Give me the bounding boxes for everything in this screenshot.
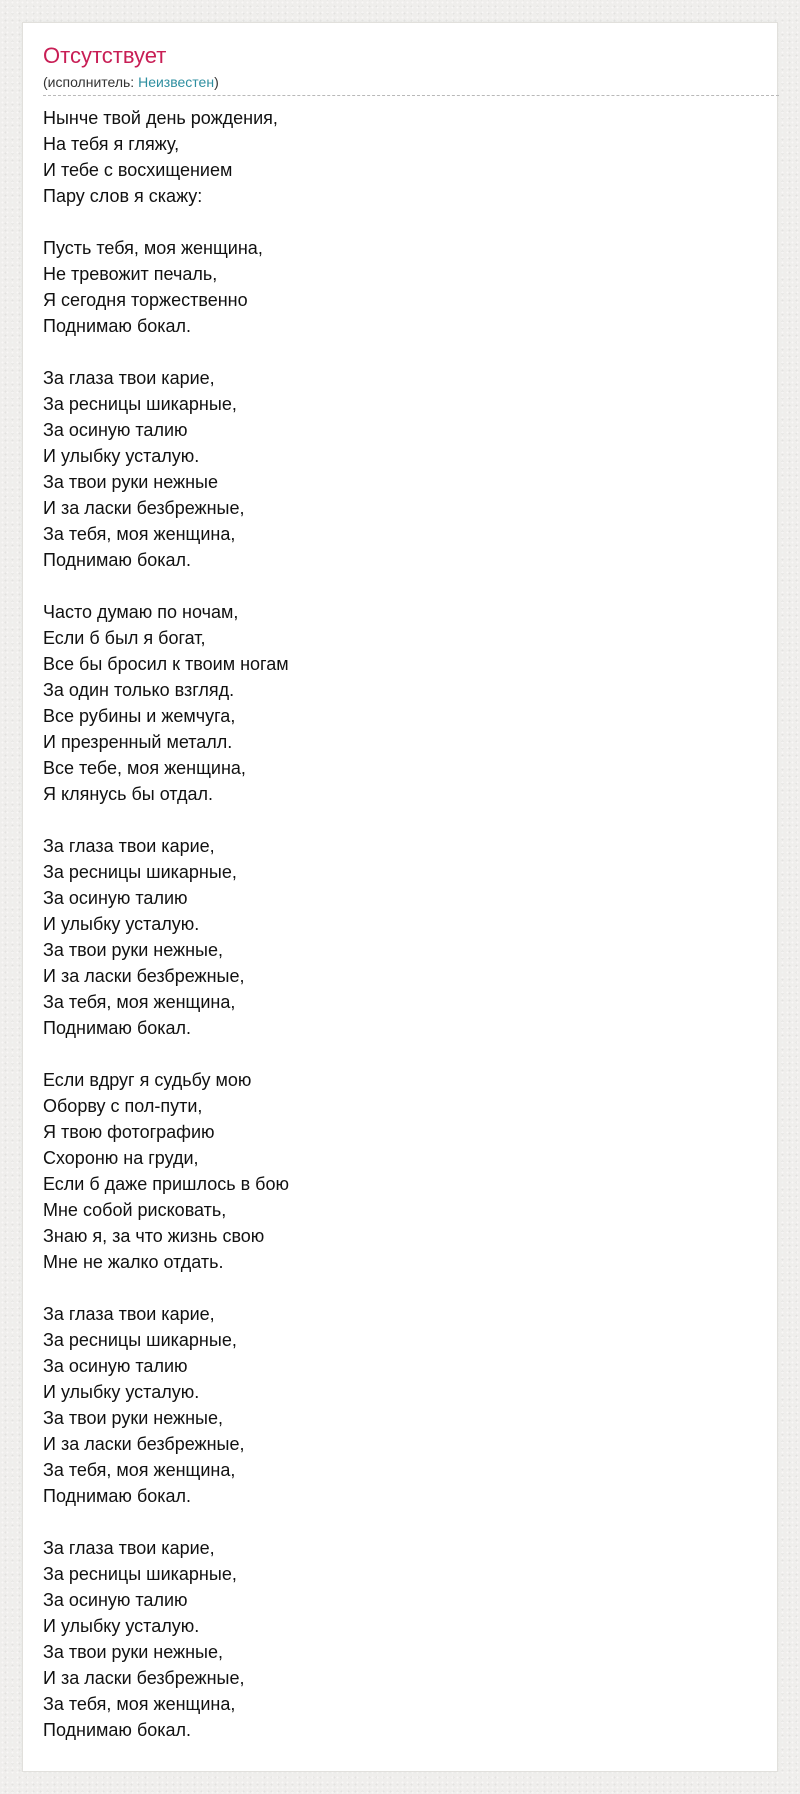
artist-suffix: ) bbox=[214, 74, 219, 90]
lyric-line: За осиную талию bbox=[43, 420, 188, 440]
lyric-line: За осиную талию bbox=[43, 1590, 188, 1610]
lyric-line: Схороню на груди, bbox=[43, 1148, 199, 1168]
lyric-line: И улыбку усталую. bbox=[43, 1382, 200, 1402]
lyric-line: За тебя, моя женщина, bbox=[43, 1694, 236, 1714]
song-title: Отсутствует bbox=[43, 43, 167, 68]
stanza-break bbox=[43, 339, 743, 365]
lyric-line: За осиную талию bbox=[43, 1356, 188, 1376]
lyric-line: Знаю я, за что жизнь свою bbox=[43, 1226, 265, 1246]
lyric-line: За ресницы шикарные, bbox=[43, 394, 237, 414]
stanza-break bbox=[43, 209, 743, 235]
lyric-line: И за ласки безбрежные, bbox=[43, 1434, 245, 1454]
lyric-line: Часто думаю по ночам, bbox=[43, 602, 239, 622]
lyric-line: Поднимаю бокал. bbox=[43, 316, 192, 336]
lyric-line: За ресницы шикарные, bbox=[43, 1330, 237, 1350]
lyric-line: Все тебе, моя женщина, bbox=[43, 758, 246, 778]
lyric-line: За тебя, моя женщина, bbox=[43, 524, 236, 544]
lyric-line: За глаза твои карие, bbox=[43, 1304, 215, 1324]
lyrics-card bbox=[22, 22, 778, 1772]
lyric-line: И за ласки безбрежные, bbox=[43, 966, 245, 986]
stanza-break bbox=[43, 573, 743, 599]
lyric-line: И тебе с восхищением bbox=[43, 160, 233, 180]
lyric-line: За глаза твои карие, bbox=[43, 1538, 215, 1558]
lyric-line: Пусть тебя, моя женщина, bbox=[43, 238, 263, 258]
lyric-line: И улыбку усталую. bbox=[43, 914, 200, 934]
lyric-line: И за ласки безбрежные, bbox=[43, 498, 245, 518]
lyric-line: За твои руки нежные bbox=[43, 472, 218, 492]
lyric-line: Все бы бросил к твоим ногам bbox=[43, 654, 289, 674]
lyric-line: И презренный металл. bbox=[43, 732, 233, 752]
lyric-line: Поднимаю бокал. bbox=[43, 550, 192, 570]
lyric-line: За твои руки нежные, bbox=[43, 940, 223, 960]
lyric-line: За твои руки нежные, bbox=[43, 1408, 223, 1428]
lyric-line: На тебя я гляжу, bbox=[43, 134, 180, 154]
lyric-line: Мне собой рисковать, bbox=[43, 1200, 227, 1220]
lyric-line: За один только взгляд. bbox=[43, 680, 235, 700]
artist-link[interactable]: Неизвестен bbox=[138, 74, 215, 90]
lyric-line: За осиную талию bbox=[43, 888, 188, 908]
lyric-line: Поднимаю бокал. bbox=[43, 1486, 192, 1506]
lyric-line: Я сегодня торжественно bbox=[43, 290, 248, 310]
lyric-line: Я клянусь бы отдал. bbox=[43, 784, 213, 804]
lyric-line: Оборву с пол-пути, bbox=[43, 1096, 203, 1116]
lyric-line: Не тревожит печаль, bbox=[43, 264, 218, 284]
lyric-line: И улыбку усталую. bbox=[43, 446, 200, 466]
lyric-line: За глаза твои карие, bbox=[43, 368, 215, 388]
lyric-line: За твои руки нежные, bbox=[43, 1642, 223, 1662]
lyric-line: Мне не жалко отдать. bbox=[43, 1252, 224, 1272]
artist-prefix: (исполнитель: bbox=[43, 74, 139, 90]
lyrics-body bbox=[43, 105, 743, 1743]
stanza-break bbox=[43, 807, 743, 833]
lyric-line: Если б даже пришлось в бою bbox=[43, 1174, 289, 1194]
lyric-line: Я твою фотографию bbox=[43, 1122, 215, 1142]
lyric-line: За ресницы шикарные, bbox=[43, 1564, 237, 1584]
lyric-line: Поднимаю бокал. bbox=[43, 1720, 192, 1740]
lyric-line: Если б был я богат, bbox=[43, 628, 206, 648]
stanza-break bbox=[43, 1275, 743, 1301]
lyric-line: За тебя, моя женщина, bbox=[43, 992, 236, 1012]
lyric-line: Нынче твой день рождения, bbox=[43, 108, 278, 128]
lyric-line: Все рубины и жемчуга, bbox=[43, 706, 236, 726]
artist-line bbox=[43, 73, 779, 96]
lyric-line: За ресницы шикарные, bbox=[43, 862, 237, 882]
lyric-line: Если вдруг я судьбу мою bbox=[43, 1070, 252, 1090]
stanza-break bbox=[43, 1041, 743, 1067]
stanza-break bbox=[43, 1509, 743, 1535]
lyric-line: За глаза твои карие, bbox=[43, 836, 215, 856]
lyric-line: И за ласки безбрежные, bbox=[43, 1668, 245, 1688]
lyric-line: Поднимаю бокал. bbox=[43, 1018, 192, 1038]
lyric-line: Пару слов я скажу: bbox=[43, 186, 203, 206]
lyric-line: И улыбку усталую. bbox=[43, 1616, 200, 1636]
lyric-line: За тебя, моя женщина, bbox=[43, 1460, 236, 1480]
